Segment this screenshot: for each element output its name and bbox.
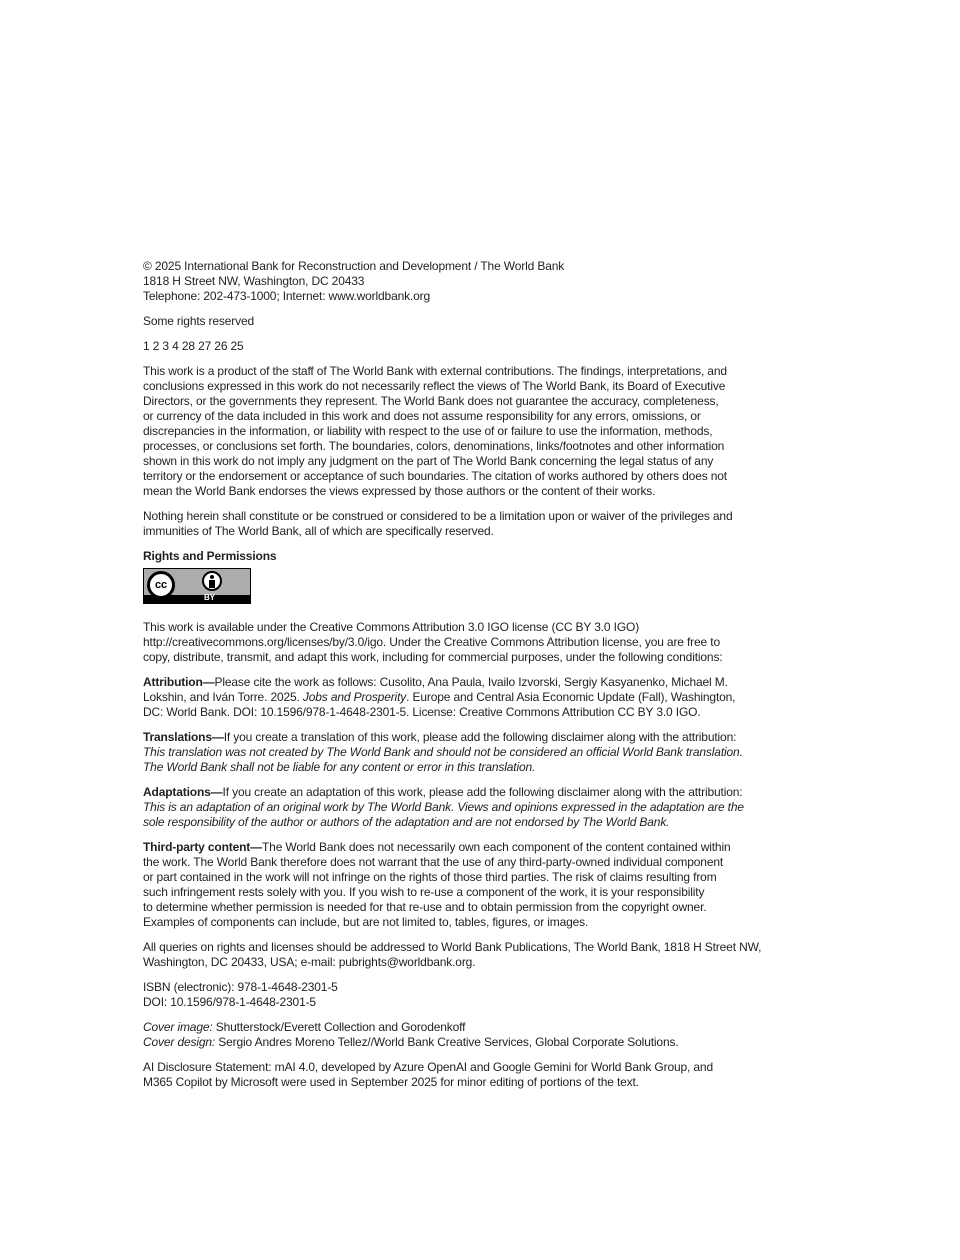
text-line xyxy=(143,509,823,524)
text-segment: Third-party content— xyxy=(143,840,262,854)
text-line xyxy=(143,785,823,800)
text-line xyxy=(143,274,823,289)
text-segment: This translation was not created by The World Bank and should not be considered an official World Bank translation. xyxy=(143,745,743,759)
text-line xyxy=(143,394,823,409)
text-segment: to determine whether permission is needed for that re-use and to obtain permission from the copyright owner. xyxy=(143,900,707,914)
attribution-paragraph xyxy=(143,675,823,720)
cc-by-license-badge xyxy=(143,568,251,604)
text-line xyxy=(143,900,823,915)
text-segment: such infringement rests solely with you. If you wish to re-use a component of the work, it is your responsibility xyxy=(143,885,705,899)
text-segment: Rights and Permissions xyxy=(143,549,277,563)
text-line xyxy=(143,955,823,970)
text-segment: Some rights reserved xyxy=(143,314,255,328)
text-segment: Examples of components can include, but are not limited to, tables, figures, or images. xyxy=(143,915,589,929)
text-line xyxy=(143,454,823,469)
text-segment: copy, distribute, transmit, and adapt this work, including for commercial purposes, under the following conditions: xyxy=(143,650,723,664)
text-segment: conclusions expressed in this work do not necessarily reflect the views of The World Bank, its Board of Executive xyxy=(143,379,726,393)
text-segment: Shutterstock/Everett Collection and Gorodenkoff xyxy=(212,1020,466,1034)
text-line xyxy=(143,549,823,564)
text-line xyxy=(143,815,823,830)
by-label: BY xyxy=(204,593,215,602)
text-line xyxy=(143,855,823,870)
text-segment: sole responsibility of the author or authors of the adaptation and are not endorsed by The World Bank. xyxy=(143,815,670,829)
text-segment: DC: World Bank. DOI: 10.1596/978-1-4648-2301-5. License: Creative Commons Attribution CC BY 3.0 IGO. xyxy=(143,705,701,719)
text-segment: or currency of the data included in this work and does not assume responsibility for any errors, omissions, or xyxy=(143,409,701,423)
text-line xyxy=(143,800,823,815)
text-line xyxy=(143,439,823,454)
immunities-paragraph xyxy=(143,509,823,539)
disclaimer-paragraph xyxy=(143,364,823,499)
translations-paragraph xyxy=(143,730,823,775)
text-line xyxy=(143,620,823,635)
text-segment: immunities of The World Bank, all of which are specifically reserved. xyxy=(143,524,494,538)
text-line xyxy=(143,1075,823,1090)
text-segment: The World Bank shall not be liable for any content or error in this translation. xyxy=(143,760,536,774)
text-segment: Directors, or the governments they represent. The World Bank does not guarantee the accuracy, completeness, xyxy=(143,394,719,408)
text-segment: or part contained in the work will not infringe on the rights of those third parties. The risk of claims resulting from xyxy=(143,870,717,884)
adaptations-paragraph xyxy=(143,785,823,830)
text-segment: If you create an adaptation of this work, please add the following disclaimer along with the attribution: xyxy=(222,785,743,799)
text-line xyxy=(143,840,823,855)
text-line xyxy=(143,469,823,484)
text-line xyxy=(143,314,823,329)
license-paragraph xyxy=(143,620,823,665)
third-party-paragraph xyxy=(143,840,823,930)
text-segment: © 2025 International Bank for Reconstruction and Development / The World Bank xyxy=(143,259,565,273)
text-segment: If you create a translation of this work, please add the following disclaimer along with the attribution: xyxy=(223,730,737,744)
text-segment: The World Bank does not necessarily own each component of the content contained within xyxy=(262,840,731,854)
text-line xyxy=(143,650,823,665)
text-line xyxy=(143,364,823,379)
text-segment: Translations— xyxy=(143,730,224,744)
text-line xyxy=(143,675,823,690)
text-line xyxy=(143,745,823,760)
text-segment: Cover image: xyxy=(143,1020,213,1034)
copyright-page xyxy=(143,259,823,1100)
text-line xyxy=(143,1020,823,1035)
text-line xyxy=(143,1060,823,1075)
text-line xyxy=(143,484,823,499)
text-line xyxy=(143,980,823,995)
rights-reserved-paragraph xyxy=(143,314,823,329)
text-segment: territory or the endorsement or acceptance of such boundaries. The citation of works authored by others does not xyxy=(143,469,727,483)
text-segment: Adaptations— xyxy=(143,785,223,799)
text-line xyxy=(143,940,823,955)
queries-paragraph xyxy=(143,940,823,970)
text-line xyxy=(143,289,823,304)
text-line xyxy=(143,424,823,439)
text-segment: Attribution— xyxy=(143,675,215,689)
text-line xyxy=(143,339,823,354)
copyright-paragraph xyxy=(143,259,823,304)
text-line xyxy=(143,635,823,650)
printing-line-paragraph xyxy=(143,339,823,354)
text-segment: Sergio Andres Moreno Tellez//World Bank Creative Services, Global Corporate Solutions. xyxy=(215,1035,679,1049)
text-line xyxy=(143,705,823,720)
text-line xyxy=(143,915,823,930)
text-segment: AI Disclosure Statement: mAI 4.0, developed by Azure OpenAI and Google Gemini for World Bank Group, and xyxy=(143,1060,713,1074)
text-segment: 1 2 3 4 28 27 26 25 xyxy=(143,339,244,353)
text-segment: All queries on rights and licenses should be addressed to World Bank Publications, The World Bank, 1818 H Street NW, xyxy=(143,940,762,954)
text-line xyxy=(143,690,823,705)
text-segment: Please cite the work as follows: Cusolito, Ana Paula, Ivailo Izvorski, Sergiy Kasyanenko, Michael M. xyxy=(214,675,728,689)
attribution-person-icon xyxy=(202,571,222,591)
text-line xyxy=(143,259,823,274)
text-line xyxy=(143,730,823,745)
text-segment: Lokshin, and Iván Torre. 2025. xyxy=(143,690,303,704)
text-segment: 1818 H Street NW, Washington, DC 20433 xyxy=(143,274,365,288)
text-segment: This is an adaptation of an original work by The World Bank. Views and opinions expressed in the adaptation are the xyxy=(143,800,744,814)
text-segment: the work. The World Bank therefore does not warrant that the use of any third-party-owned individual component xyxy=(143,855,724,869)
text-line xyxy=(143,870,823,885)
creative-commons-icon: cc xyxy=(147,571,175,599)
text-segment: Jobs and Prosperity xyxy=(302,690,407,704)
rights-heading-paragraph xyxy=(143,549,823,564)
text-line xyxy=(143,760,823,775)
isbn-paragraph xyxy=(143,980,823,1010)
text-line xyxy=(143,379,823,394)
text-line xyxy=(143,409,823,424)
text-segment: . Europe and Central Asia Economic Update (Fall), Washington, xyxy=(406,690,736,704)
text-segment: http://creativecommons.org/licenses/by/3.0/igo. Under the Creative Commons Attribution license, you are free to xyxy=(143,635,720,649)
text-segment: discrepancies in the information, or liability with respect to the use of or failure to use the information, methods, xyxy=(143,424,713,438)
text-segment: M365 Copilot by Microsoft were used in September 2025 for minor editing of portions of the text. xyxy=(143,1075,639,1089)
cover-paragraph xyxy=(143,1020,823,1050)
text-segment: ISBN (electronic): 978-1-4648-2301-5 xyxy=(143,980,338,994)
text-segment: Nothing herein shall constitute or be construed or considered to be a limitation upon or waiver of the privileges and xyxy=(143,509,733,523)
text-segment: This work is available under the Creative Commons Attribution 3.0 IGO license (CC BY 3.0 IGO) xyxy=(143,620,640,634)
text-line xyxy=(143,995,823,1010)
text-segment: shown in this work do not imply any judgment on the part of The World Bank concerning the legal status of any xyxy=(143,454,714,468)
text-segment: Cover design: xyxy=(143,1035,216,1049)
text-segment: Washington, DC 20433, USA; e-mail: pubrights@worldbank.org. xyxy=(143,955,476,969)
text-segment: DOI: 10.1596/978-1-4648-2301-5 xyxy=(143,995,316,1009)
text-segment: mean the World Bank endorses the views expressed by those authors or the content of their works. xyxy=(143,484,656,498)
text-segment: Telephone: 202-473-1000; Internet: www.worldbank.org xyxy=(143,289,431,303)
text-segment: processes, or conclusions set forth. The boundaries, colors, denominations, links/footnotes and other information xyxy=(143,439,725,453)
text-line xyxy=(143,524,823,539)
text-line xyxy=(143,1035,823,1050)
text-segment: This work is a product of the staff of The World Bank with external contributions. The findings, interpretations, and xyxy=(143,364,727,378)
ai-disclosure-paragraph xyxy=(143,1060,823,1090)
text-line xyxy=(143,885,823,900)
